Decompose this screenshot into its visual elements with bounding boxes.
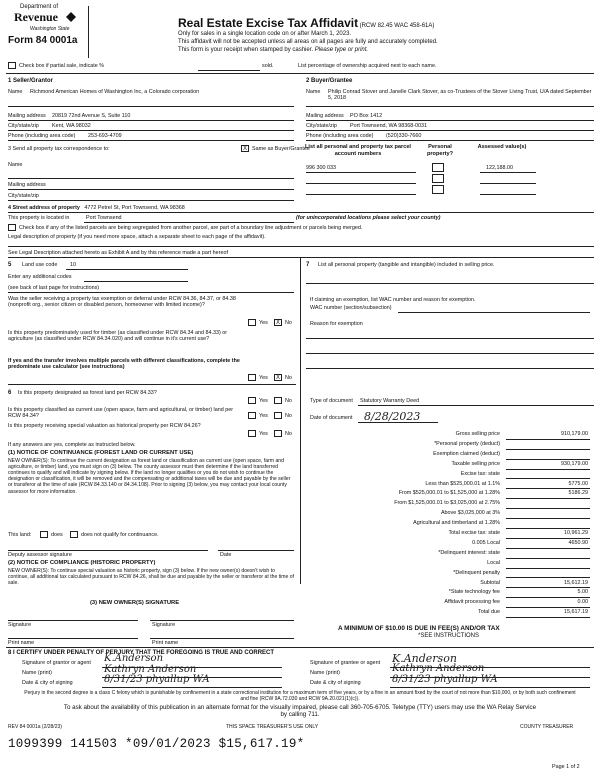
seller-mailing-label: Mailing address	[8, 113, 46, 119]
tax-row	[310, 529, 592, 539]
sec5-q1: Was the seller receiving a property tax exemption or deferral under RCW 84.36, 84.37, or 84.38 (nonprofit org., senior citizen or disabled person, homeowner with limited income)?	[8, 296, 236, 309]
located-in-label: This property is located in	[8, 215, 70, 221]
land-use-value[interactable]: 10	[70, 262, 76, 268]
sec5-q1-no-label: No	[285, 320, 292, 326]
tax-row-label: Agricultural and timberland at 1.28%	[413, 520, 500, 527]
sec6-q2-yes-checkbox[interactable]	[248, 412, 256, 419]
agency-logo-text: Revenue	[14, 10, 58, 24]
tax-row-value[interactable]: 0.00	[577, 599, 588, 606]
form-title-row	[178, 16, 434, 30]
tax-row	[310, 430, 592, 440]
unincorporated-note: (for unincorporated locations please select your county)	[296, 215, 441, 221]
personal-property-checkbox-3[interactable]	[432, 185, 444, 194]
tax-row-label: *Delinquent penalty	[453, 569, 500, 576]
agency-line1: Department of	[20, 4, 59, 10]
new-owner-print2-label: Print name	[152, 640, 179, 646]
land-does-label: does	[51, 532, 63, 538]
tax-row-label: *Personal property (deduct)	[434, 440, 500, 447]
tax-row-value[interactable]: 15,617.19	[564, 609, 588, 616]
personal-property-checkbox-2[interactable]	[432, 174, 444, 183]
same-as-buyer-checkbox[interactable]: X	[242, 146, 247, 152]
sec6-q2: Is this property classified as current use (open space, farm and agricultural, or timber) land per RCW 84.34?	[8, 407, 234, 420]
tax-row	[310, 460, 592, 470]
tax-row-underline	[506, 617, 590, 618]
buyer-city-value[interactable]: Port Townsend, WA 98368-0031	[350, 123, 428, 129]
buyer-name-value[interactable]: Philip Conrad Stover and Janelle Clark Stover, as co-Trustees of the Stover Living Trust, U/A dated September 5, 2018	[328, 89, 592, 102]
partial-sale-sold: sold.	[262, 63, 274, 69]
personal-property-checkbox-1[interactable]	[432, 163, 444, 172]
tax-row-value[interactable]: 5.00	[577, 589, 588, 596]
form-title: Real Estate Excise Tax Affidavit	[178, 16, 359, 30]
sec6-heading: 6	[8, 390, 12, 396]
sec5-q2b: If yes and the transfer involves multiple parcels with different classifications, complete the predominate use calculator (see instructions)	[8, 358, 240, 371]
notice2-text: NEW OWNER(S): To continue special valuation as historic property, sign (3) below. If the new owner(s) doesn't wish to continue, all additional tax calculated pursuant to RCW 84.26, shall be due and payable by the seller or transferor at the time of sale.	[8, 568, 294, 587]
tax-row-value[interactable]: 15,612.19	[564, 579, 588, 586]
grantor-name[interactable]: Kathryn Anderson	[104, 664, 197, 675]
logo-mark-icon	[66, 12, 76, 22]
assessed-col-header: Assessed value(s)	[477, 144, 527, 150]
header-note3: This form is your receipt when stamped by cashier.	[178, 47, 314, 53]
exemption-claim-label: If claiming an exemption, list WAC number and reason for exemption.	[310, 297, 476, 303]
reason-exemption-label: Reason for exemption	[310, 321, 363, 327]
doc-type-value[interactable]: Statutory Warranty Deed	[360, 398, 420, 404]
land-does-checkbox[interactable]	[40, 531, 48, 538]
buyer-phone-value[interactable]: (520)330-7660	[386, 133, 422, 139]
tax-row-value[interactable]: 10,961.29	[564, 530, 588, 536]
doc-date-value[interactable]: 8/28/2023	[364, 410, 421, 423]
tax-row	[310, 549, 592, 559]
buyer-mailing-value[interactable]: PO Box 1412	[350, 113, 383, 119]
tax-row	[310, 579, 592, 589]
form-statute: (RCW 82.45 WAC 458-61A)	[359, 23, 435, 29]
tax-row	[310, 559, 592, 569]
tax-row	[310, 598, 592, 608]
seller-phone-label: Phone (including area code)	[8, 133, 76, 139]
sec6-q2-no-checkbox[interactable]	[274, 412, 282, 419]
grantor-signature[interactable]: K.Anderson	[104, 653, 164, 664]
partial-sale-label: Check box if partial sale, indicate %	[19, 63, 105, 69]
sec3-name-label: Name	[8, 162, 23, 168]
sec5-q2-yes-label: Yes	[259, 375, 268, 381]
sec5-q1-yes-checkbox[interactable]	[248, 319, 256, 326]
tax-row-value[interactable]: 910,179.00	[561, 431, 588, 437]
notice3-heading: (3) NEW OWNER(S) SIGNATURE	[90, 600, 180, 606]
sec6-q2-yes-label: Yes	[259, 413, 268, 419]
tax-row	[310, 588, 592, 598]
grantee-name-label: Name (print)	[310, 670, 340, 676]
tax-row-label: Taxable selling price	[451, 460, 500, 467]
grantor-name-label: Name (print)	[22, 670, 52, 676]
seller-mailing-value[interactable]: 20819 72nd Avenue S, Suite 110	[52, 113, 131, 119]
street-address-row	[8, 205, 185, 211]
buyer-mailing-label: Mailing address	[306, 113, 344, 119]
tax-row-label: *State technology fee	[448, 589, 500, 596]
doc-type-label: Type of document	[310, 398, 353, 404]
treasurer-stamp: 1099399 141503 *09/01/2023 $15,617.19*	[8, 737, 305, 751]
sec6-any-yes: If any answers are yes, complete as instructed below.	[8, 442, 136, 448]
sec5-q2-yes-checkbox[interactable]	[248, 374, 256, 381]
sec6-q3-yes-label: Yes	[259, 431, 268, 437]
header-note2: This affidavit will not be accepted unless all areas on all pages are fully and accurately completed.	[178, 39, 438, 45]
sec5-q1-yes-label: Yes	[259, 320, 268, 326]
tax-row-label: Total due	[478, 609, 500, 616]
grantee-date-city[interactable]: 8/31/23 phyallup WA	[392, 674, 498, 685]
tax-row-label: Affidavit processing fee	[444, 599, 500, 606]
page-number: Page 1 of 2	[552, 764, 580, 770]
see-instructions-note: *SEE INSTRUCTIONS	[418, 633, 480, 639]
county-treasurer-label: COUNTY TREASURER	[520, 724, 574, 730]
perjury-notice: Perjury in the second degree is a class C felony which is punishable by confinement in a state correctional institution for a maximum term of five years, or by a fine in an amount fixed by the court of not more than $10,000, or by both such confinement and fine (RCW 9A.72.030 and RCW 9A.20.021(1)(c)).	[24, 690, 576, 702]
grantor-sig-label: Signature of grantor or agent	[22, 660, 91, 666]
grantee-sig-label: Signature of grantee or agent	[310, 660, 381, 666]
sec5-q1-no-checkbox[interactable]: X	[275, 320, 280, 326]
new-owner-print1-label: Print name	[8, 640, 35, 646]
sec6-q3-no-label: No	[285, 431, 292, 437]
tax-row-label: Subtotal	[480, 579, 500, 586]
seller-city-label: City/state/zip	[8, 123, 39, 129]
doc-date-label: Date of document	[310, 415, 353, 421]
sec6-q3-no-checkbox[interactable]	[274, 430, 282, 437]
sec6-q1-no-checkbox[interactable]	[274, 397, 282, 404]
segregated-checkbox[interactable]	[8, 224, 16, 231]
sec6-q2-no-label: No	[285, 413, 292, 419]
tax-row-label: Excise tax: state	[460, 470, 500, 477]
tax-row-label: Local	[487, 559, 500, 566]
sec8-heading: 8 I CERTIFY UNDER PENALTY OF PERJURY THAT THE FOREGOING IS TRUE AND CORRECT	[8, 650, 275, 656]
tax-row-label: Gross selling price	[455, 431, 500, 437]
sec5-heading: 5	[8, 262, 12, 268]
assessed-value[interactable]: 122,188.00	[486, 165, 513, 171]
rev-number: REV 84 0001a (2/28/23)	[8, 724, 62, 730]
agency-line3: Washington State	[30, 26, 70, 32]
grantor-date-label: Date & city of signing	[22, 680, 73, 686]
treasurer-space-note: THIS SPACE TREASURER'S USE ONLY	[226, 724, 319, 730]
list-percentage-note: List percentage of ownership acquired next to each name.	[298, 63, 437, 69]
partial-sale-checkbox[interactable]	[8, 62, 16, 69]
personal-property-col-header: Personal property?	[426, 144, 454, 157]
see-back-note: (see back of last page for instructions)	[8, 285, 100, 291]
land-does-not-label: does not qualify for continuance.	[81, 532, 159, 538]
sec6-q1-yes-label: Yes	[259, 398, 268, 404]
sec4-heading: 4 Street address of property	[8, 205, 80, 211]
sec7-heading: 7	[306, 262, 310, 268]
buyer-heading: 2 Buyer/Grantee	[306, 78, 353, 84]
deputy-signature-label: Deputy assessor signature	[8, 552, 72, 558]
tax-row-label: From $1,525,000.01 to $3,025,000 at 2.75%	[394, 500, 500, 507]
legal-description-label: Legal description of property (if you need more space, attach a separate sheet to each page of the affidavit).	[8, 234, 266, 240]
located-in-value[interactable]: Port Townsend	[86, 215, 122, 221]
sec7-text: List all personal property (tangible and intangible) included in selling price.	[318, 262, 495, 268]
sec6-q1: Is this property designated as forest land per RCW 84.33?	[18, 390, 157, 396]
sec5-q2-no-label: No	[285, 375, 292, 381]
wac-number-label: WAC number (section/subsection)	[310, 305, 392, 311]
header-note3-row	[178, 47, 368, 54]
sec5-q2a: Is this property predominately used for timber (as classified under RCW 84.34 and 84.33) or agriculture (as classified under RCW 84.34.020) and will continue in it's current use?	[8, 330, 228, 343]
segregated-label: Check box if any of the listed parcels are being segregated from another parcel, are part of a boundary line adjustment or parcels being merged.	[19, 225, 363, 231]
sec3-mailing-label: Mailing address	[8, 182, 46, 188]
land-use-label: Land use code	[22, 262, 58, 268]
header-note1: Only for sales in a single location code on or after March 1, 2023.	[178, 31, 352, 37]
tax-row-label: *Delinquent interest: state	[438, 549, 500, 556]
tax-row	[310, 440, 592, 450]
tax-row-label: Above $3,025,000 at 3%	[440, 510, 500, 517]
deputy-date-label: Date	[220, 552, 232, 558]
sec3-heading: 3 Send all property tax correspondence to:	[8, 146, 110, 152]
same-as-buyer-label: Same as Buyer/Grantee	[252, 146, 310, 152]
sec6-q3-yes-checkbox[interactable]	[248, 430, 256, 437]
alternate-format-notice: To ask about the availability of this publication in an alternate format for the visually impaired, please call 360-705-6705. Teletype (TTY) users may use the WA Relay Service by calling 711.	[63, 704, 537, 719]
tax-row-label: Exemption claimed (deduct)	[433, 450, 500, 457]
notice2-heading: (2) NOTICE OF COMPLIANCE (HISTORIC PROPERTY)	[8, 560, 156, 566]
tax-row-label: 0.005 Local	[472, 539, 500, 546]
this-land-label: This land:	[8, 532, 32, 538]
grantee-signature[interactable]: K.Anderson	[392, 652, 457, 665]
sec5-q2-no-checkbox[interactable]: X	[275, 375, 280, 381]
tax-row-value[interactable]: 930,179.00	[561, 460, 588, 467]
sec6-q3: Is this property receiving special valuation as historical property per RCW 84.26?	[8, 423, 201, 429]
grantee-name[interactable]: Kathryn Anderson	[392, 663, 485, 674]
seller-city-value[interactable]: Kent, WA 98032	[52, 123, 91, 129]
buyer-phone-label: Phone (including area code)	[306, 133, 374, 139]
header-note3b: Please type or print.	[314, 47, 369, 53]
new-owner-signature1-label: Signature	[8, 622, 32, 628]
parcel-col-header: List all personal and property tax parcel account numbers	[304, 144, 411, 157]
legal-description-value[interactable]: See Legal Description attached hereto as Exhibit A and by this reference made a part hereof	[8, 250, 228, 256]
tax-row	[310, 608, 592, 618]
buyer-name-label: Name	[306, 89, 321, 95]
land-does-not-checkbox[interactable]	[70, 531, 78, 538]
tax-row	[310, 499, 592, 509]
tax-row	[310, 489, 592, 499]
new-owner-signature2-label: Signature	[152, 622, 176, 628]
sec3-city-label: City/state/zip	[8, 193, 39, 199]
sec6-q1-yes-checkbox[interactable]	[248, 397, 256, 404]
additional-codes-label: Enter any additional codes	[8, 274, 72, 280]
seller-phone-value[interactable]: 253-693-4709	[88, 133, 122, 139]
tax-row-label: Less than $525,000.01 at 1.1%	[425, 480, 500, 487]
sec6-q1-no-label: No	[285, 398, 292, 404]
tax-row	[310, 480, 592, 490]
parcel-number[interactable]: 996 300 033	[306, 165, 336, 171]
tax-row-value[interactable]: 5186.29	[568, 490, 588, 497]
seller-name-value[interactable]: Richmond American Homes of Washington Inc, a Colorado corporation	[30, 89, 200, 95]
tax-row-label: From $525,000.01 to $1,525,000 at 1.28%	[398, 490, 500, 497]
tax-row	[310, 569, 592, 579]
tax-row-value[interactable]: 4650.90	[568, 539, 588, 546]
buyer-city-label: City/state/zip	[306, 123, 337, 129]
tax-row	[310, 450, 592, 460]
minimum-due-note: A MINIMUM OF $10.00 IS DUE IN FEE(S) AND/OR TAX	[338, 625, 500, 632]
form-number: Form 84 0001a	[8, 35, 78, 46]
seller-name-label: Name	[8, 89, 23, 95]
street-address[interactable]: 4772 Petrel St, Port Townsend, WA 98368	[84, 205, 185, 211]
tax-row-label: Total excise tax: state	[448, 530, 500, 536]
tax-row	[310, 470, 592, 480]
grantee-date-label: Date & city of signing	[310, 680, 361, 686]
notice1-heading: (1) NOTICE OF CONTINUANCE (FOREST LAND OR CURRENT USE)	[8, 450, 194, 456]
grantor-date-city[interactable]: 8/31/23 phyallup WA	[104, 674, 210, 685]
notice1-text: NEW OWNER(S): To continue the current designation as forest land or classification as current use (open space, farm and agriculture, or timber) land, you must sign on (3) below. The county assessor must then determine if the land transferred continues to qualify and will indicate by signing below. If the land no longer qualifies or you do not wish to continue the designation or classification, it will be removed and the compensating or additional taxes will be due and payable by the seller or transferor at the time of sale (RCW 84.33.140 or 84.34.108). Prior to signing (3) below, you may contact your local county assessor for more information.	[8, 458, 291, 495]
tax-row	[310, 509, 592, 519]
tax-row	[310, 519, 592, 529]
tax-row	[310, 539, 592, 549]
seller-heading: 1 Seller/Grantor	[8, 78, 54, 84]
tax-row-value[interactable]: 5775.00	[568, 480, 588, 487]
